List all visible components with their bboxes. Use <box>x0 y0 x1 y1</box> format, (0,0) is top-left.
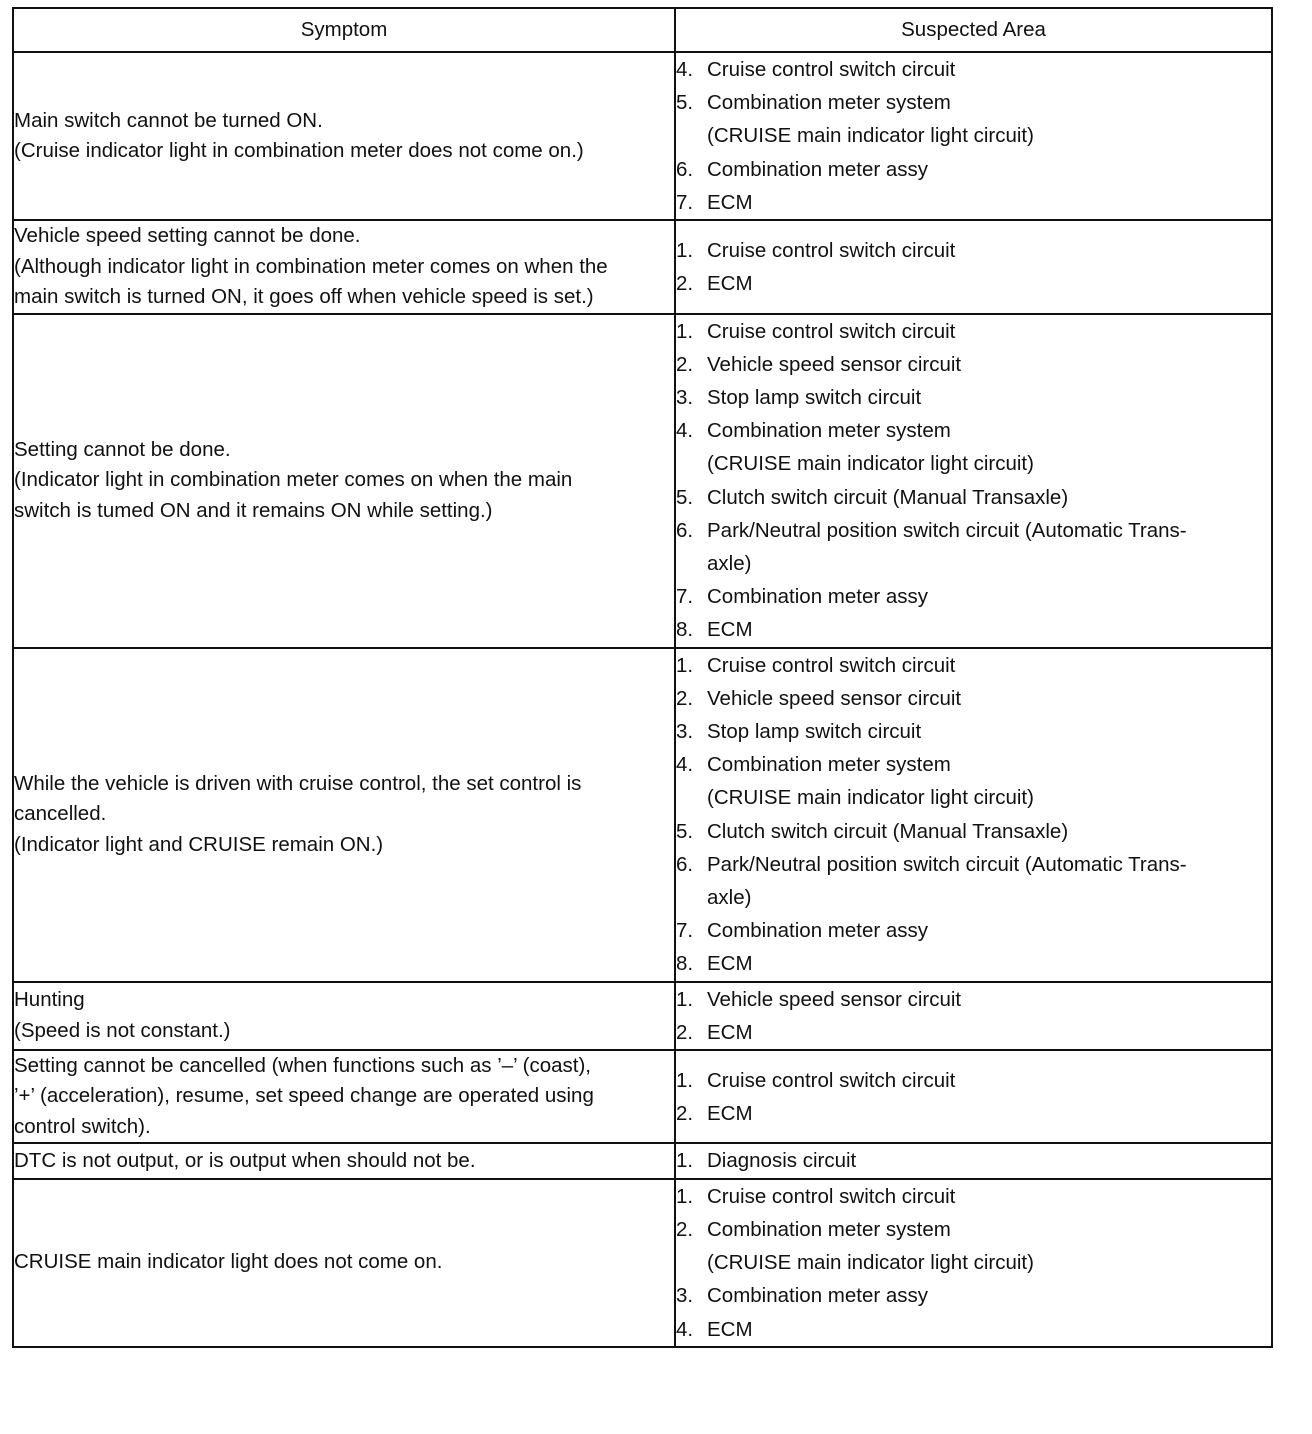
item-text <box>707 315 1271 348</box>
symptom-text-line: Setting cannot be done. <box>14 437 231 461</box>
suspected-area-cell <box>675 1179 1272 1347</box>
item-text <box>707 715 1271 748</box>
suspected-area-item <box>676 848 1271 914</box>
item-number: 2. <box>676 1101 694 1125</box>
item-text-line: Cruise control switch circuit <box>707 58 956 81</box>
item-text-line: Stop lamp switch circuit <box>707 385 922 409</box>
item-number: 1. <box>676 987 694 1011</box>
item-number: 5. <box>676 819 694 843</box>
item-text <box>707 613 1271 646</box>
suspected-area-cell <box>675 648 1272 982</box>
suspected-area-item <box>676 1313 1271 1346</box>
suspected-area-item <box>676 715 1271 748</box>
item-text-line: axle) <box>707 885 752 909</box>
item-text <box>707 514 1271 580</box>
item-text <box>707 1097 1271 1130</box>
item-number: 2. <box>676 1217 694 1241</box>
symptom-text-line: Main switch cannot be turned ON. <box>14 108 323 132</box>
item-text-line: axle) <box>707 551 752 575</box>
item-number: 2. <box>676 271 694 295</box>
symptom-text-line: (Indicator light and CRUISE remain ON.) <box>14 832 384 856</box>
item-text <box>707 414 1271 480</box>
item-text <box>707 748 1271 814</box>
table-row <box>13 1050 1272 1144</box>
item-text-line: Park/Neutral position switch circuit (Automatic Trans- <box>707 852 1187 876</box>
item-number: 6. <box>676 157 694 181</box>
symptom-text-line: Hunting <box>14 988 85 1012</box>
item-text-line: Combination meter assy <box>707 157 929 181</box>
item-text-line: Stop lamp switch circuit <box>707 719 922 743</box>
suspected-area-item <box>676 649 1271 682</box>
item-text-line: Vehicle speed sensor circuit <box>707 686 962 710</box>
item-text-line: Cruise control switch circuit <box>707 1068 956 1092</box>
item-text <box>707 1064 1271 1097</box>
suspected-area-item <box>676 153 1271 186</box>
item-text-line: (CRUISE main indicator light circuit) <box>707 124 1034 148</box>
suspected-area-item <box>676 514 1271 580</box>
symptom-cell <box>13 1050 675 1144</box>
suspected-area-item <box>676 983 1271 1016</box>
header-row <box>13 8 1272 52</box>
suspected-area-item <box>676 381 1271 414</box>
suspected-area-cell <box>675 220 1272 314</box>
item-text <box>707 234 1271 267</box>
symptom-text-line: CRUISE main indicator light does not come on. <box>14 1250 443 1274</box>
item-text-line: ECM <box>707 1317 753 1341</box>
item-text-line: ECM <box>707 190 753 214</box>
suspected-area-list <box>676 53 1271 219</box>
item-text <box>707 1213 1271 1279</box>
table-body <box>13 52 1272 1347</box>
symptom-column-header: Symptom <box>13 8 675 52</box>
suspected-area-cell <box>675 1143 1272 1178</box>
item-number: 1. <box>676 1068 694 1092</box>
symptom-text-line: (Cruise indicator light in combination meter does not come on.) <box>14 139 584 162</box>
item-text-line: ECM <box>707 271 753 295</box>
symptom-text-line: main switch is turned ON, it goes off when vehicle speed is set.) <box>14 285 594 309</box>
table-row <box>13 1143 1272 1178</box>
item-number: 8. <box>676 618 694 642</box>
item-text-line: Cruise control switch circuit <box>707 653 956 677</box>
item-text-line: Combination meter system <box>707 1217 951 1241</box>
suspected-area-cell <box>675 52 1272 220</box>
item-number: 4. <box>676 1317 694 1341</box>
item-number: 8. <box>676 952 694 976</box>
suspected-area-cell <box>675 982 1272 1050</box>
suspected-area-item <box>676 53 1271 86</box>
item-text <box>707 381 1271 414</box>
suspected-area-list <box>676 315 1271 647</box>
symptom-cell <box>13 314 675 648</box>
item-text <box>707 1279 1271 1312</box>
item-number: 7. <box>676 919 694 943</box>
suspected-area-item <box>676 580 1271 613</box>
suspected-area-list <box>676 1064 1271 1130</box>
item-text <box>707 1180 1271 1213</box>
item-number: 4. <box>676 58 694 81</box>
suspected-area-item <box>676 947 1271 980</box>
item-text-line: Combination meter assy <box>707 1284 929 1308</box>
item-number: 2. <box>676 686 694 710</box>
item-number: 3. <box>676 1284 694 1308</box>
suspected-area-item <box>676 1016 1271 1049</box>
item-number: 5. <box>676 91 694 115</box>
item-number: 1. <box>676 1184 694 1208</box>
item-text-line: Cruise control switch circuit <box>707 319 956 343</box>
table-row <box>13 220 1272 314</box>
symptom-cell <box>13 648 675 982</box>
item-text-line: Combination meter system <box>707 753 951 777</box>
symptom-text-line: switch is tumed ON and it remains ON while setting.) <box>14 498 493 522</box>
symptom-text-line: cancelled. <box>14 802 107 826</box>
table-row <box>13 982 1272 1050</box>
item-text <box>707 86 1271 152</box>
suspected-area-cell <box>675 314 1272 648</box>
item-text <box>707 983 1271 1016</box>
item-number: 7. <box>676 190 694 214</box>
item-text <box>707 1313 1271 1346</box>
symptom-text-line: (Indicator light in combination meter comes on when the main <box>14 468 573 492</box>
item-number: 2. <box>676 1020 694 1044</box>
item-text-line: Cruise control switch circuit <box>707 238 956 262</box>
symptom-text-line: Vehicle speed setting cannot be done. <box>14 224 361 248</box>
table-row <box>13 52 1272 220</box>
suspected-area-item <box>676 86 1271 152</box>
item-text-line: Park/Neutral position switch circuit (Automatic Trans- <box>707 518 1187 542</box>
item-text <box>707 186 1271 219</box>
table-row <box>13 1179 1272 1347</box>
item-text-line: ECM <box>707 952 753 976</box>
symptom-text-line: ’+’ (acceleration), resume, set speed change are operated using <box>14 1084 594 1108</box>
item-text-line: Combination meter assy <box>707 585 929 609</box>
item-text <box>707 580 1271 613</box>
item-text-line: Diagnosis circuit <box>707 1149 857 1173</box>
suspected-area-list <box>676 1144 1271 1177</box>
item-text-line: Combination meter assy <box>707 919 929 943</box>
item-text-line: Clutch switch circuit (Manual Transaxle) <box>707 819 1069 843</box>
suspected-area-item <box>676 613 1271 646</box>
item-text-line: Combination meter system <box>707 419 951 443</box>
suspected-area-list <box>676 234 1271 300</box>
suspected-area-item <box>676 186 1271 219</box>
suspected-area-item <box>676 348 1271 381</box>
item-text-line: Vehicle speed sensor circuit <box>707 352 962 376</box>
item-text-line: (CRUISE main indicator light circuit) <box>707 1251 1034 1275</box>
symptom-text-line: While the vehicle is driven with cruise control, the set control is <box>14 771 582 795</box>
item-text-line: Combination meter system <box>707 91 951 115</box>
item-text <box>707 267 1271 300</box>
item-text <box>707 481 1271 514</box>
suspected-area-cell <box>675 1050 1272 1144</box>
item-text <box>707 1144 1271 1177</box>
suspected-area-item <box>676 315 1271 348</box>
suspected-area-item <box>676 234 1271 267</box>
item-text <box>707 649 1271 682</box>
suspected-area-item <box>676 267 1271 300</box>
item-number: 1. <box>676 1149 694 1173</box>
item-number: 7. <box>676 585 694 609</box>
symptom-text-line: (Although indicator light in combination meter comes on when the <box>14 254 608 278</box>
symptom-text-line: DTC is not output, or is output when should not be. <box>14 1148 476 1172</box>
item-text-line: ECM <box>707 1020 753 1044</box>
item-text-line: ECM <box>707 618 753 642</box>
item-number: 4. <box>676 753 694 777</box>
item-number: 1. <box>676 238 694 262</box>
suspected-area-item <box>676 914 1271 947</box>
item-number: 3. <box>676 719 694 743</box>
item-text-line: ECM <box>707 1101 753 1125</box>
symptom-text-line: control switch). <box>14 1114 151 1138</box>
suspected-area-item <box>676 748 1271 814</box>
item-text <box>707 1016 1271 1049</box>
troubleshooting-table <box>12 7 1273 1348</box>
item-text-line: Clutch switch circuit (Manual Transaxle) <box>707 485 1069 509</box>
item-number: 1. <box>676 319 694 343</box>
item-text-line: (CRUISE main indicator light circuit) <box>707 452 1034 476</box>
item-text <box>707 53 1271 86</box>
suspected-area-item <box>676 1213 1271 1279</box>
suspected-area-item <box>676 1180 1271 1213</box>
item-number: 3. <box>676 385 694 409</box>
item-number: 1. <box>676 653 694 677</box>
symptom-cell <box>13 982 675 1050</box>
suspected-area-item <box>676 481 1271 514</box>
item-text-line: Vehicle speed sensor circuit <box>707 987 962 1011</box>
suspected-area-list <box>676 1180 1271 1346</box>
item-number: 6. <box>676 852 694 876</box>
item-text <box>707 947 1271 980</box>
symptom-cell <box>13 1143 675 1178</box>
item-text <box>707 914 1271 947</box>
suspected-area-list <box>676 649 1271 981</box>
suspected-area-item <box>676 1279 1271 1312</box>
table-row <box>13 648 1272 982</box>
symptom-text-line: Setting cannot be cancelled (when functions such as ’–’ (coast), <box>14 1053 591 1077</box>
item-text-line: Cruise control switch circuit <box>707 1184 956 1208</box>
item-text <box>707 153 1271 186</box>
suspected-area-item <box>676 815 1271 848</box>
table-row <box>13 314 1272 648</box>
suspected-area-item <box>676 414 1271 480</box>
suspected-area-column-header: Suspected Area <box>675 8 1272 52</box>
item-number: 4. <box>676 419 694 443</box>
item-text <box>707 848 1271 914</box>
symptom-cell <box>13 52 675 220</box>
item-number: 6. <box>676 518 694 542</box>
item-number: 2. <box>676 352 694 376</box>
suspected-area-item <box>676 1064 1271 1097</box>
symptom-cell <box>13 220 675 314</box>
suspected-area-item <box>676 682 1271 715</box>
suspected-area-list <box>676 983 1271 1049</box>
suspected-area-item <box>676 1097 1271 1130</box>
item-text <box>707 682 1271 715</box>
item-text <box>707 348 1271 381</box>
item-text <box>707 815 1271 848</box>
symptom-text-line: (Speed is not constant.) <box>14 1018 231 1042</box>
item-number: 5. <box>676 485 694 509</box>
suspected-area-item <box>676 1144 1271 1177</box>
item-text-line: (CRUISE main indicator light circuit) <box>707 786 1034 810</box>
symptom-cell <box>13 1179 675 1347</box>
